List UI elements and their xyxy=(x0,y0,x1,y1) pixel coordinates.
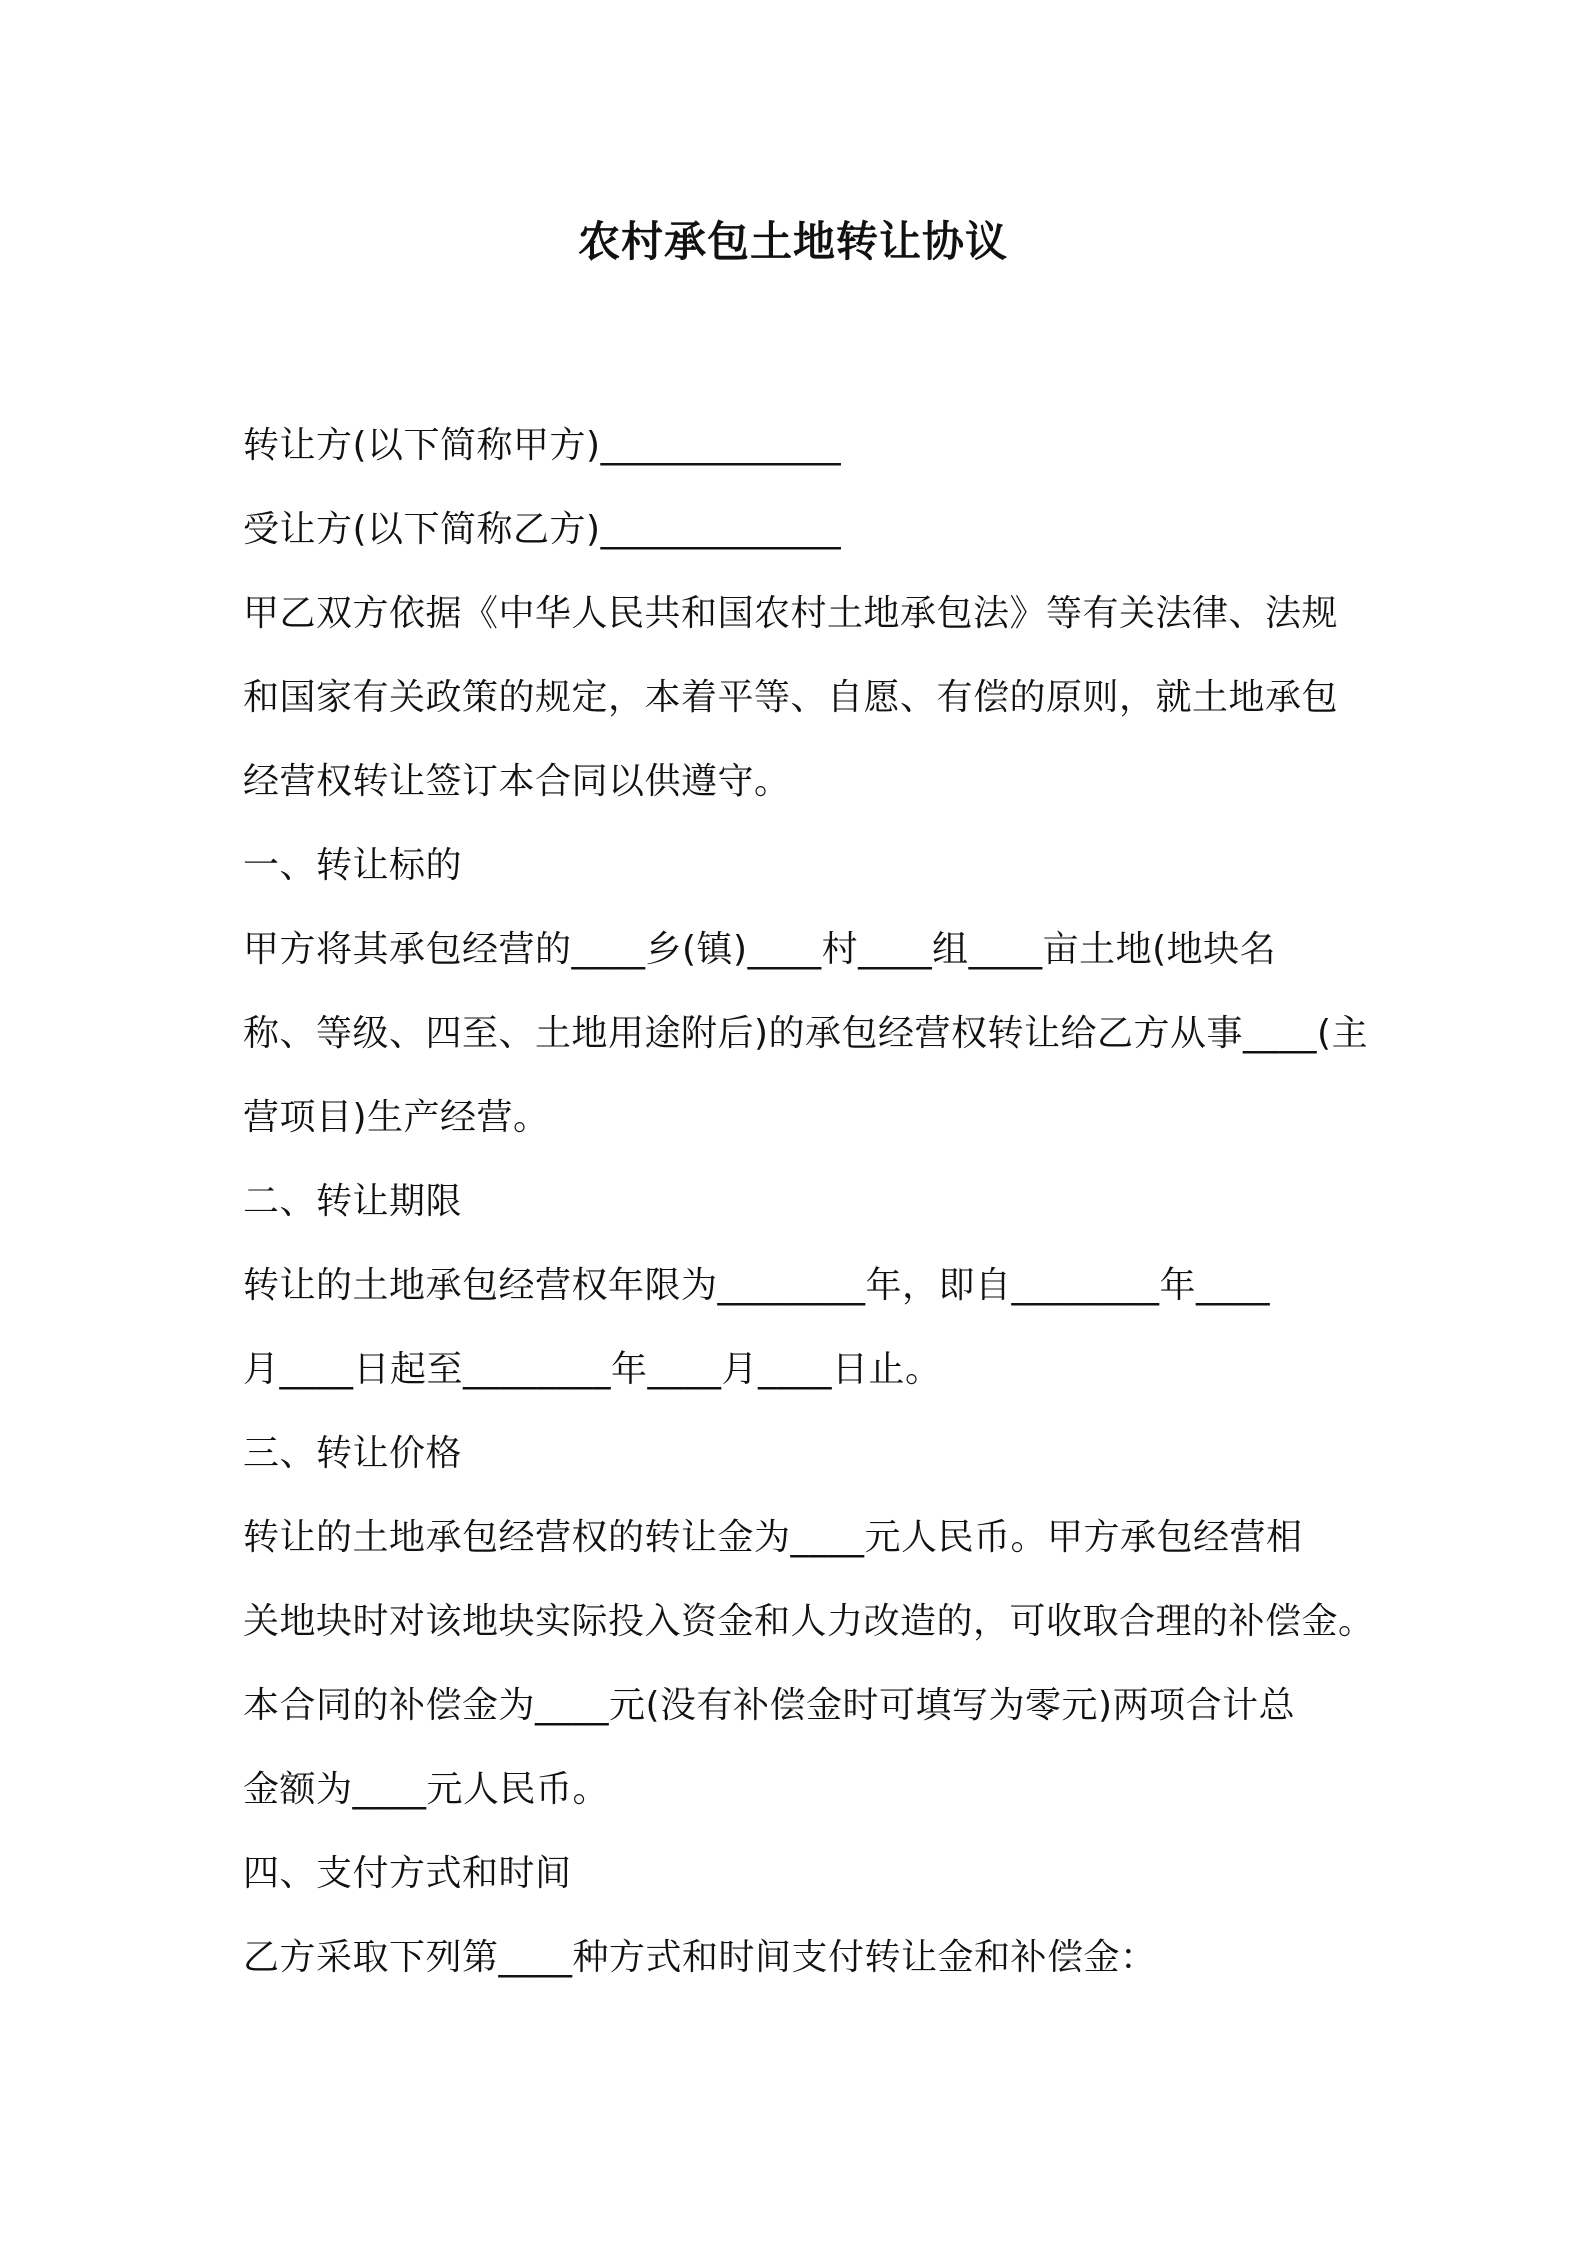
subject-line-1: 甲方将其承包经营的____乡(镇)____村____组____亩土地(地块名 xyxy=(243,929,1277,970)
price-line-3: 本合同的补偿金为____元(没有补偿金时可填写为零元)两项合计总 xyxy=(243,1685,1296,1726)
section-heading-price: 三、转让价格 xyxy=(243,1433,463,1474)
term-line-1: 转让的土地承包经营权年限为________年，即自________年____ xyxy=(243,1265,1271,1306)
price-line-2: 关地块时对该地块实际投入资金和人力改造的，可收取合理的补偿金。 xyxy=(243,1601,1375,1642)
term-line-2: 月____日起至________年____月____日止。 xyxy=(243,1349,942,1390)
document-body xyxy=(243,404,1375,2000)
subject-line-3: 营项目)生产经营。 xyxy=(243,1097,550,1138)
preamble-line-3: 经营权转让签订本合同以供遵守。 xyxy=(243,761,791,802)
section-heading-subject: 一、转让标的 xyxy=(243,845,463,886)
subject-line-2: 称、等级、四至、土地用途附后)的承包经营权转让给乙方从事____(主 xyxy=(243,1013,1369,1054)
section-heading-term: 二、转让期限 xyxy=(243,1181,463,1222)
section-heading-payment: 四、支付方式和时间 xyxy=(243,1853,572,1894)
transferor-line: 转让方(以下简称甲方)_____________ xyxy=(243,425,842,466)
transferee-line: 受让方(以下简称乙方)_____________ xyxy=(243,509,842,550)
preamble-line-2: 和国家有关政策的规定，本着平等、自愿、有偿的原则，就土地承包 xyxy=(243,677,1339,718)
price-line-1: 转让的土地承包经营权的转让金为____元人民币。甲方承包经营相 xyxy=(243,1517,1303,1558)
price-line-4: 金额为____元人民币。 xyxy=(243,1769,610,1810)
preamble-line-1: 甲乙双方依据《中华人民共和国农村土地承包法》等有关法律、法规 xyxy=(243,593,1339,634)
payment-line-1: 乙方采取下列第____种方式和时间支付转让金和补偿金： xyxy=(243,1937,1157,1978)
document-title: 农村承包土地转让协议 xyxy=(577,217,1008,266)
